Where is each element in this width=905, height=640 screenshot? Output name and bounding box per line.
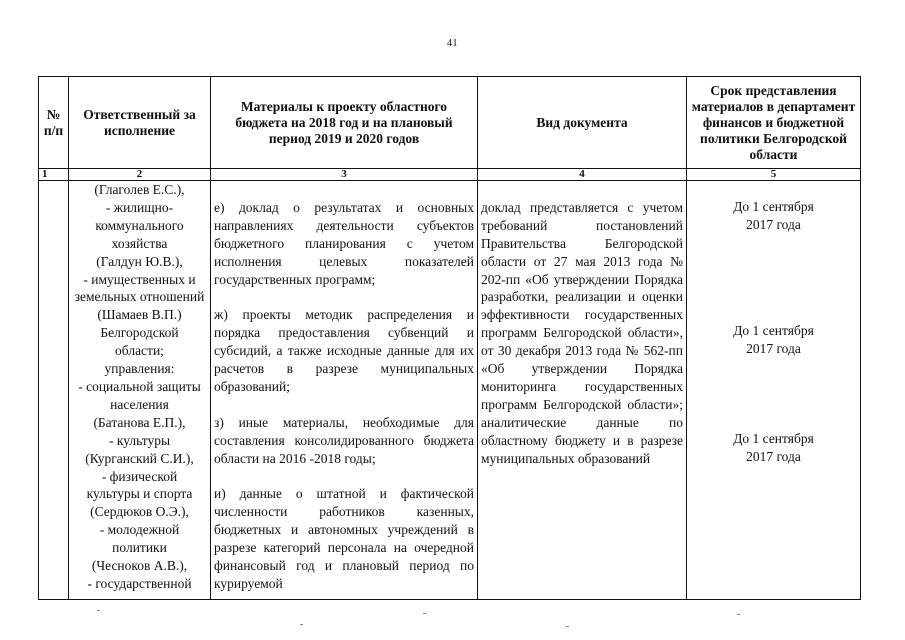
table-row: [39, 181, 861, 600]
responsible-line: области;: [115, 343, 164, 359]
responsible-line: (Глаголев Е.С.),: [94, 182, 185, 197]
deadline-entry: [690, 322, 857, 358]
deadline-date: До 1 сентября: [733, 322, 814, 338]
header-number: № п/п: [39, 77, 69, 169]
deadline-date: До 1 сентября: [733, 430, 814, 446]
responsible-cell: [69, 181, 211, 600]
scan-speck: [566, 626, 569, 627]
scan-speck: [737, 614, 740, 615]
responsible-line: управления:: [104, 361, 175, 377]
scan-speck: [300, 624, 303, 625]
responsible-line: (Сердюков О.Э.),: [90, 504, 189, 520]
responsible-line: (Шамаев В.П.): [97, 307, 182, 323]
header-materials: Материалы к проекту областного бюджета на 2018 год и на плановый период 2019 и 2020 годов: [211, 77, 478, 169]
budget-materials-table: [38, 76, 861, 600]
document-type-cell: [478, 181, 687, 600]
responsible-line: - молодежной: [99, 522, 180, 538]
responsible-line: - социальной защиты: [78, 378, 201, 394]
column-number-row: [39, 169, 861, 181]
header-deadline: Срок представления материалов в департамент финансов и бюджетной политики Белгородской области: [687, 77, 861, 169]
responsible-line: политики: [112, 540, 167, 556]
responsible-line: - жилищно-: [105, 199, 174, 215]
table-header-row: [39, 77, 861, 169]
column-number: 3: [211, 169, 478, 181]
deadline-year: 2017 года: [746, 448, 801, 464]
responsible-line: - государственной: [87, 575, 192, 591]
column-number: 2: [69, 169, 211, 181]
responsible-line: (Батанова Е.П.),: [93, 414, 186, 430]
column-number: 4: [478, 169, 687, 181]
responsible-line: населения: [110, 396, 169, 412]
responsible-line: культуры и спорта: [86, 486, 193, 502]
materials-cell: [211, 181, 478, 600]
material-item-z: з) иные материалы, необходимые для составления консолидированного бюджета области на 2016 -2018 годы;: [214, 414, 474, 466]
responsible-line: (Курганский С.И.),: [85, 450, 194, 466]
responsible-line: земельных отношений: [74, 289, 205, 305]
responsible-line: (Чесноков А.В.),: [91, 558, 188, 574]
responsible-line: - имущественных и: [83, 271, 196, 287]
deadline-year: 2017 года: [746, 340, 801, 356]
material-item-i: и) данные о штатной и фактической численности работников казенных, бюджетных и автономных учреждений в разрезе категорий персонала на очередной финансовый год и плановый период по курируемой: [214, 486, 474, 591]
responsible-line: коммунального: [95, 217, 184, 233]
responsible-line: (Галдун Ю.В.),: [96, 253, 183, 269]
deadline-cell: [687, 181, 861, 600]
scan-speck: [423, 613, 426, 614]
header-responsible: Ответственный за исполнение: [69, 77, 211, 169]
document-type-text: доклад представляется с учетом требований постановлений Правительства Белгородской области от 27 мая 2013 года № 202-пп «Об утверждении Порядка разработки, реализации и оценки эффективности государственных программ Белгородской области», от 30 декабря 2013 года № 562-пп «Об утверждении Порядка мониторинга государственных программ Белгородской области»; аналитические данные по областному бюджету и в разрезе муниципальных образований: [481, 199, 683, 466]
page-number: 41: [447, 38, 458, 49]
column-number: 5: [687, 169, 861, 181]
deadline-date: До 1 сентября: [733, 199, 814, 214]
scan-speck: [97, 610, 100, 611]
header-document-type: Вид документа: [478, 77, 687, 169]
row-number-cell: [39, 181, 69, 600]
column-number: 1: [39, 169, 69, 181]
responsible-line: Белгородской: [100, 325, 179, 341]
material-item-e: е) доклад о результатах и основных направлениях деятельности субъектов бюджетного планирования с учетом исполнения целевых показателей государственных программ;: [214, 199, 474, 287]
responsible-line: - культуры: [108, 432, 171, 448]
deadline-year: 2017 года: [746, 216, 801, 232]
responsible-line: - физической: [101, 468, 178, 484]
deadline-entry: [690, 198, 857, 234]
material-item-zh: ж) проекты методик распределения и порядка предоставления субвенций и субсидий, а также исходные данные для их расчетов в разрезе муниципальных образований;: [214, 307, 474, 394]
responsible-line: хозяйства: [111, 235, 168, 251]
deadline-entry: [690, 430, 857, 466]
